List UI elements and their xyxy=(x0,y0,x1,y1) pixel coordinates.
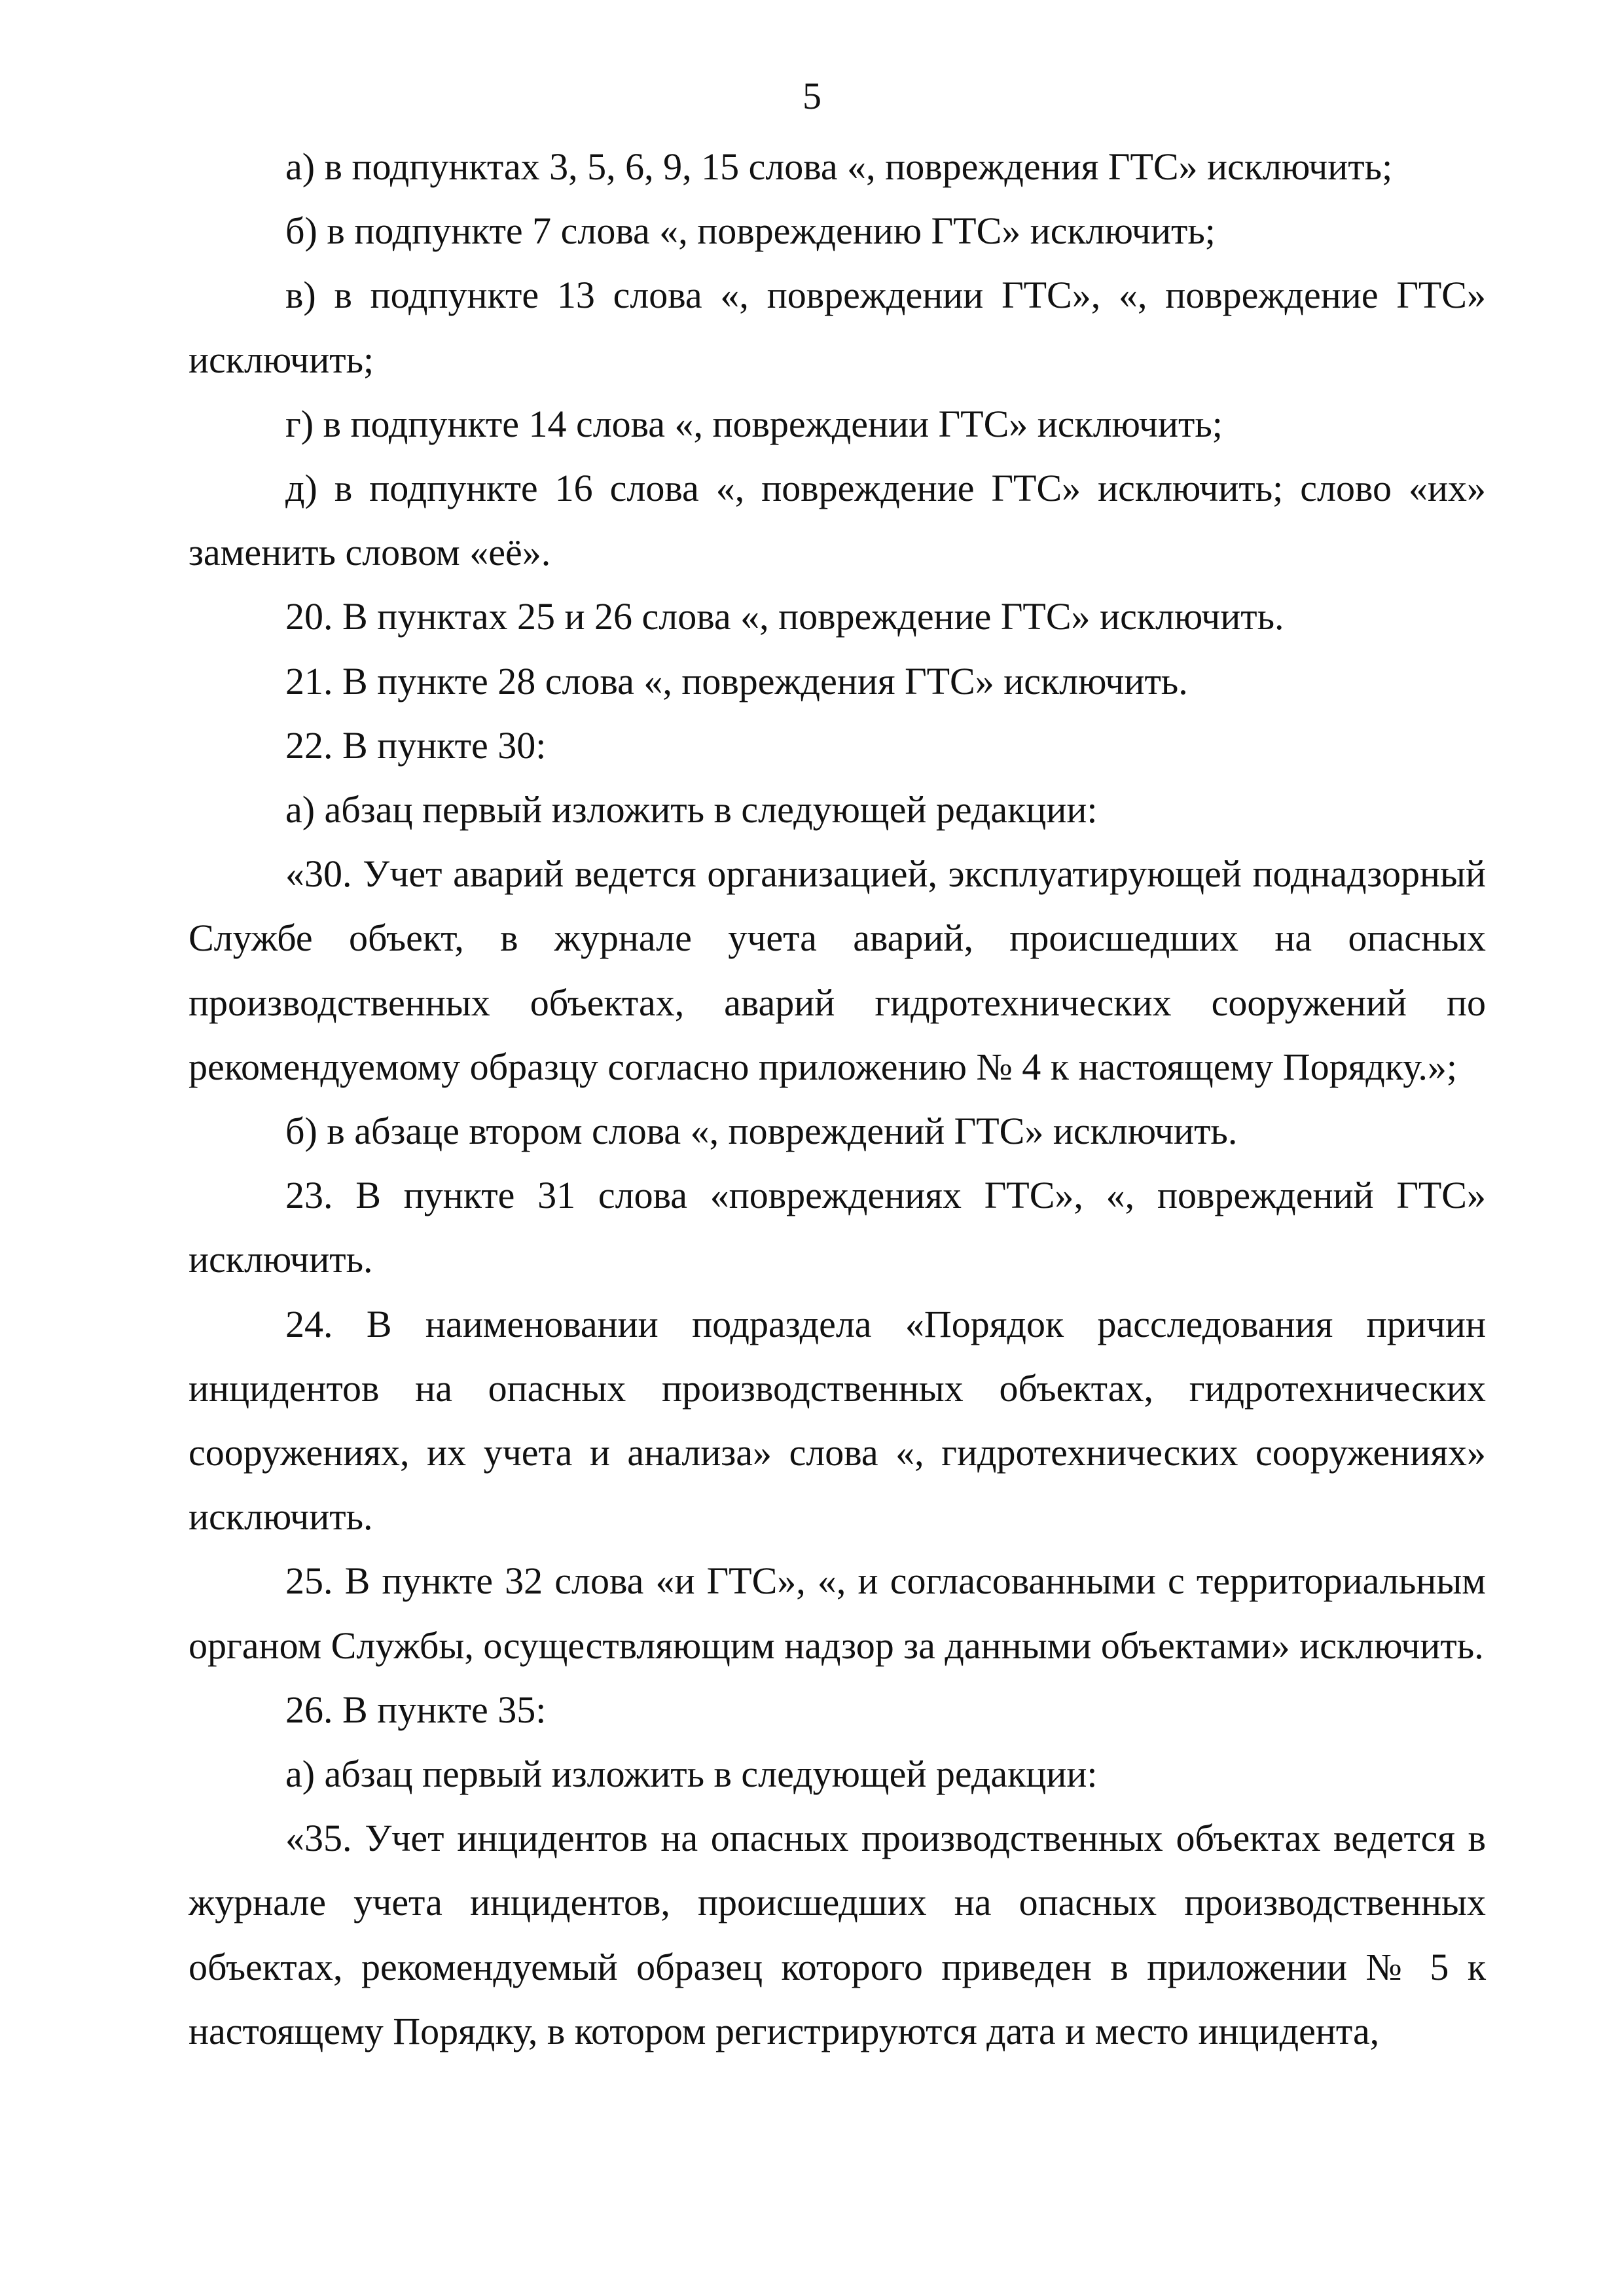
paragraph-19b: б) в подпункте 7 слова «, повреждению ГТС» исключить; xyxy=(285,210,1216,253)
paragraph-26a: а) абзац первый изложить в следующей редакции: xyxy=(285,1753,1098,1796)
paragraph-19a: а) в подпунктах 3, 5, 6, 9, 15 слова «, повреждения ГТС» исключить; xyxy=(285,145,1393,188)
paragraph-25: 25. В пункте 32 слова «и ГТС», «, и согласованными с территориальным органом Службы, осуществляющим надзор за данными объектами» исключить. xyxy=(189,1559,1486,1667)
paragraph-22a-quote: «30. Учет аварий ведется организацией, эксплуатирующей поднадзорный Службе объект, в журнале учета аварий, происшедших на опасных производственных объектах, аварий гидротехнических сооружений по рекомендуемому образцу согласно приложению № 4 к настоящему Порядку.»; xyxy=(189,852,1486,1088)
paragraph-20: 20. В пунктах 25 и 26 слова «, повреждение ГТС» исключить. xyxy=(285,595,1284,638)
paragraph-19d: г) в подпункте 14 слова «, повреждении ГТС» исключить; xyxy=(285,402,1223,445)
paragraph-23: 23. В пункте 31 слова «повреждениях ГТС», «, повреждений ГТС» исключить. xyxy=(189,1174,1486,1281)
paragraph-26: 26. В пункте 35: xyxy=(285,1688,547,1731)
paragraph-24: 24. В наименовании подраздела «Порядок расследования причин инцидентов на опасных производственных объектах, гидротехнических сооружениях, их учета и анализа» слова «, гидротехнических сооружениях» исключить. xyxy=(189,1302,1486,1539)
paragraph-22a: а) абзац первый изложить в следующей редакции: xyxy=(285,788,1098,831)
paragraph-19c: в) в подпункте 13 слова «, повреждении ГТС», «, повреждение ГТС» исключить; xyxy=(189,274,1486,381)
paragraph-26a-quote: «35. Учет инцидентов на опасных производственных объектах ведется в журнале учета инцидентов, происшедших на опасных производственных объектах, рекомендуемый образец которого приведен в приложении № 5 к настоящему Порядку, в котором регистрируются дата и место инцидента, xyxy=(189,1817,1486,2052)
document-body xyxy=(189,135,1486,2064)
paragraph-22b: б) в абзаце втором слова «, повреждений ГТС» исключить. xyxy=(285,1110,1238,1153)
page-number: 5 xyxy=(803,75,821,117)
paragraph-22: 22. В пункте 30: xyxy=(285,723,547,767)
paragraph-21: 21. В пункте 28 слова «, повреждения ГТС» исключить. xyxy=(285,659,1188,702)
paragraph-19e: д) в подпункте 16 слова «, повреждение ГТС» исключить; слово «их» заменить словом «её». xyxy=(189,467,1486,574)
